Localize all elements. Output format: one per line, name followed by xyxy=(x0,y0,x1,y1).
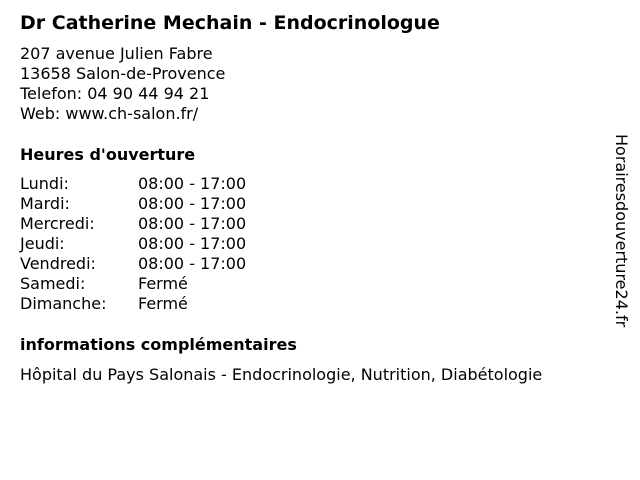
opening-hours-heading: Heures d'ouverture xyxy=(20,145,196,164)
day-hours: 08:00 - 17:00 xyxy=(138,254,247,273)
day-hours: Fermé xyxy=(138,274,188,293)
additional-info-text: Hôpital du Pays Salonais - Endocrinologie, Nutrition, Diabétologie xyxy=(20,365,543,384)
business-name: Dr Catherine Mechain - Endocrinologue xyxy=(20,12,440,34)
day-label: Samedi: xyxy=(20,274,86,293)
day-label: Mardi: xyxy=(20,194,70,213)
day-hours: 08:00 - 17:00 xyxy=(138,194,247,213)
day-label: Vendredi: xyxy=(20,254,96,273)
website-link: Web: www.ch-salon.fr/ xyxy=(20,104,199,123)
day-hours: Fermé xyxy=(138,294,188,313)
address-city: 13658 Salon-de-Provence xyxy=(20,64,226,83)
phone-number: Telefon: 04 90 44 94 21 xyxy=(20,84,210,103)
additional-info-heading: informations complémentaires xyxy=(20,335,297,354)
watermark-text: Horairesdouverture24.fr xyxy=(612,134,631,328)
day-hours: 08:00 - 17:00 xyxy=(138,234,247,253)
day-label: Dimanche: xyxy=(20,294,107,313)
address-street: 207 avenue Julien Fabre xyxy=(20,44,213,63)
day-label: Jeudi: xyxy=(20,234,65,253)
day-label: Lundi: xyxy=(20,174,69,193)
day-label: Mercredi: xyxy=(20,214,95,233)
watermark xyxy=(610,134,632,342)
day-hours: 08:00 - 17:00 xyxy=(138,174,247,193)
contact-block xyxy=(20,44,225,124)
day-hours: 08:00 - 17:00 xyxy=(138,214,247,233)
